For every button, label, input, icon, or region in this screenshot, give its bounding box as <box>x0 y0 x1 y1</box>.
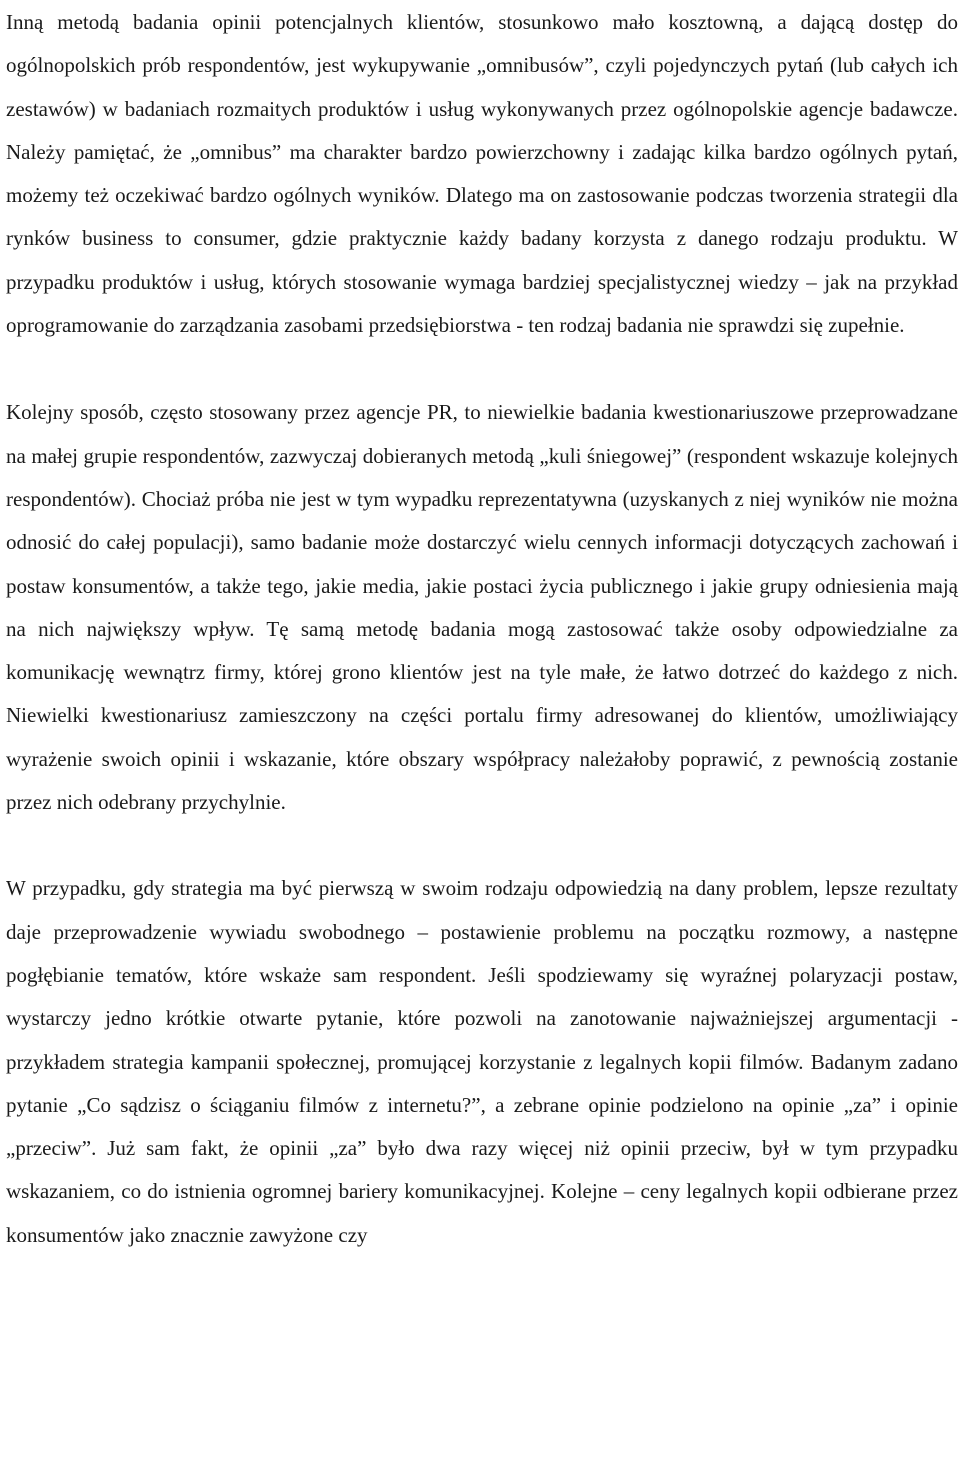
paragraph-questionnaire-method: Kolejny sposób, często stosowany przez agencje PR, to niewielkie badania kwestionariuszowe przeprowadzane na małej grupie respondentów, zazwyczaj dobieranych metodą „kuli śniegowej” (respondent wskazuje kolejnych respondentów). Chociaż próba nie jest w tym wypadku reprezentatywna (uzyskanych z niej wyników nie można odnosić do całej populacji), samo badanie może dostarczyć wielu cennych informacji dotyczących zachowań i postaw konsumentów, a także tego, jakie media, jakie postaci życia publicznego i jakie grupy odniesienia mają na nich największy wpływ. Tę samą metodę badania mogą zastosować także osoby odpowiedzialne za komunikację wewnątrz firmy, której grono klientów jest na tyle małe, że łatwo dotrzeć do każdego z nich. Niewielki kwestionariusz zamieszczony na części portalu firmy adresowanej do klientów, umożliwiający wyrażenie swoich opinii i wskazanie, które obszary współpracy należałoby poprawić, z pewnością zostanie przez nich odebrany przychylnie. <box>6 400 958 815</box>
paragraph-omnibus-method: Inną metodą badania opinii potencjalnych klientów, stosunkowo mało kosztowną, a dającą dostęp do ogólnopolskich prób respondentów, jest wykupywanie „omnibusów”, czyli pojedynczych pytań (lub całych ich zestawów) w badaniach rozmaitych produktów i usług wykonywanych przez ogólnopolskie agencje badawcze. Należy pamiętać, że „omnibus” ma charakter bardzo powierzchowny i zadając kilka bardzo ogólnych pytań, możemy też oczekiwać bardzo ogólnych wyników. Dlatego ma on zastosowanie podczas tworzenia strategii dla rynków business to consumer, gdzie praktycznie każdy badany korzysta z danego rodzaju produktu. W przypadku produktów i usług, których stosowanie wymaga bardziej specjalistycznej wiedzy – jak na przykład oprogramowanie do zarządzania zasobami przedsiębiorstwa - ten rodzaj badania nie sprawdzi się zupełnie. <box>6 10 958 338</box>
paragraph-free-interview-method: W przypadku, gdy strategia ma być pierwszą w swoim rodzaju odpowiedzią na dany problem, lepsze rezultaty daje przeprowadzenie wywiadu swobodnego – postawienie problemu na początku rozmowy, a następne pogłębianie tematów, które wskaże sam respondent. Jeśli spodziewamy się wyraźnej polaryzacji postaw, wystarczy jedno krótkie otwarte pytanie, które pozwoli na zanotowanie najważniejszej argumentacji - przykładem strategia kampanii społecznej, promującej korzystanie z legalnych kopii filmów. Badanym zadano pytanie „Co sądzisz o ściąganiu filmów z internetu?”, a zebrane opinie podzielono na opinie „za” i opinie „przeciw”. Już sam fakt, że opinii „za” było dwa razy więcej niż opinii przeciw, był w tym przypadku wskazaniem, co do istnienia ogromnej bariery komunikacyjnej. Kolejne – ceny legalnych kopii odbierane przez konsumentów jako znacznie zawyżone czy <box>6 876 958 1247</box>
document-page <box>0 1 960 1461</box>
